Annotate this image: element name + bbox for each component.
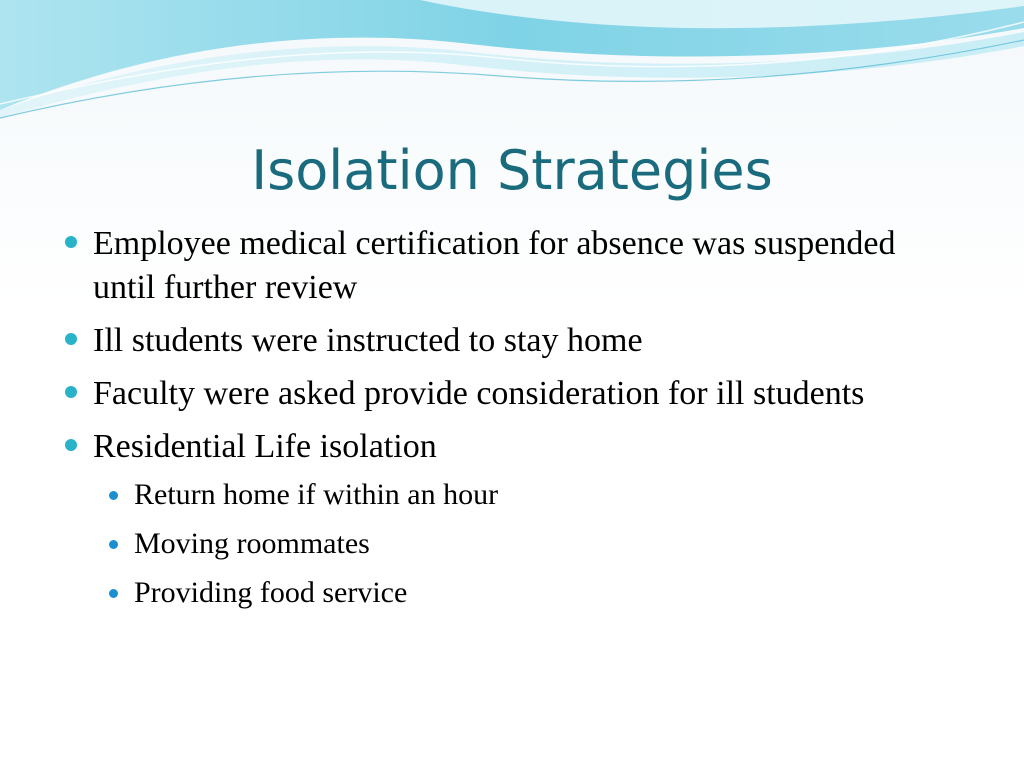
bullet-text: Faculty were asked provide consideration for ill students bbox=[93, 375, 865, 412]
wave-banner-decoration bbox=[0, 0, 1024, 130]
bullet-text: Ill students were instructed to stay home bbox=[93, 322, 643, 359]
bullet-item bbox=[60, 372, 960, 416]
sub-bullet-text: Moving roommates bbox=[134, 527, 370, 560]
sub-bullet-list bbox=[93, 475, 960, 613]
bullet-dot-icon bbox=[65, 333, 77, 345]
sub-bullet-dot-icon bbox=[109, 540, 118, 549]
bullet-text: Employee medical certification for absence was suspended until further review bbox=[93, 225, 896, 306]
sub-bullet-text: Providing food service bbox=[134, 576, 408, 609]
bullet-text: Residential Life isolation bbox=[93, 428, 437, 465]
bullet-dot-icon bbox=[65, 236, 77, 248]
bullet-list bbox=[60, 222, 960, 622]
sub-bullet-item bbox=[93, 524, 960, 564]
sub-bullet-text: Return home if within an hour bbox=[134, 478, 499, 511]
bullet-item bbox=[60, 222, 960, 310]
bullet-dot-icon bbox=[65, 386, 77, 398]
bullet-dot-icon bbox=[65, 439, 77, 451]
bullet-item bbox=[60, 319, 960, 363]
sub-bullet-dot-icon bbox=[109, 589, 118, 598]
slide-title: Isolation Strategies bbox=[251, 139, 773, 202]
sub-bullet-item bbox=[93, 573, 960, 613]
bullet-item bbox=[60, 425, 960, 613]
sub-bullet-item bbox=[93, 475, 960, 515]
sub-bullet-dot-icon bbox=[109, 491, 118, 500]
